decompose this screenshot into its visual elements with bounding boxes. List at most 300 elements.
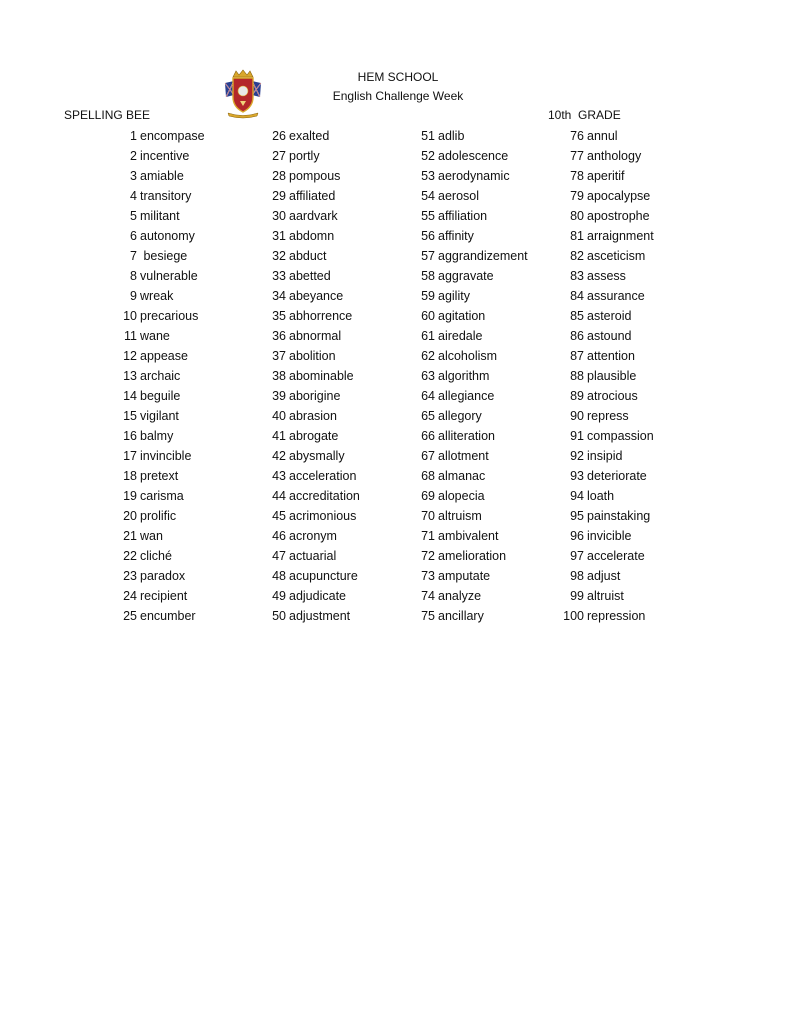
word-number: 18 (123, 469, 137, 483)
word-number: 79 (570, 189, 584, 203)
word-row (552, 126, 692, 146)
word-number: 97 (570, 549, 584, 563)
spelling-word: wane (140, 329, 170, 343)
word-number: 89 (570, 389, 584, 403)
word-row (105, 326, 245, 346)
word-number: 75 (421, 609, 435, 623)
word-row (403, 486, 510, 506)
spelling-word: alopecia (438, 489, 485, 503)
spelling-word: amputate (438, 569, 491, 583)
word-number: 81 (570, 229, 584, 243)
word-number: 61 (421, 329, 435, 343)
word-number: 64 (421, 389, 435, 403)
word-number: 98 (570, 569, 584, 583)
word-row (403, 386, 510, 406)
word-number: 72 (421, 549, 435, 563)
word-row (105, 486, 245, 506)
word-number: 58 (421, 269, 435, 283)
word-number: 55 (421, 209, 435, 223)
spelling-word: asteroid (587, 309, 632, 323)
word-number: 39 (272, 389, 286, 403)
spelling-word: autonomy (140, 229, 195, 243)
spelling-word: affiliated (289, 189, 336, 203)
word-row (403, 466, 510, 486)
word-number: 22 (123, 549, 137, 563)
word-number: 15 (123, 409, 137, 423)
word-row (105, 226, 245, 246)
word-number: 92 (570, 449, 584, 463)
word-number: 77 (570, 149, 584, 163)
word-number: 12 (123, 349, 137, 363)
spelling-word: repression (587, 609, 646, 623)
word-row (552, 546, 692, 566)
spelling-word: aerosol (438, 189, 479, 203)
word-row (552, 186, 692, 206)
word-number: 67 (421, 449, 435, 463)
spelling-word: encumber (140, 609, 196, 623)
word-row (403, 246, 528, 266)
word-row (254, 526, 394, 546)
word-row (254, 146, 394, 166)
word-row (105, 166, 245, 186)
word-row (105, 186, 245, 206)
word-row (403, 226, 510, 246)
word-row (254, 126, 394, 146)
spelling-word: airedale (438, 329, 483, 343)
word-number: 57 (421, 249, 435, 263)
word-number: 100 (563, 609, 584, 623)
word-column-4 (552, 126, 692, 626)
word-number: 69 (421, 489, 435, 503)
word-number: 40 (272, 409, 286, 423)
word-row (254, 386, 394, 406)
word-number: 62 (421, 349, 435, 363)
word-number: 32 (272, 249, 286, 263)
word-row (105, 346, 245, 366)
word-number: 49 (272, 589, 286, 603)
word-number: 42 (272, 449, 286, 463)
word-number: 85 (570, 309, 584, 323)
word-number: 5 (130, 209, 137, 223)
spelling-word: incentive (140, 149, 190, 163)
word-number: 37 (272, 349, 286, 363)
spelling-word: arraignment (587, 229, 654, 243)
grade-label: 10th GRADE (548, 108, 621, 122)
word-number: 56 (421, 229, 435, 243)
word-row (254, 166, 394, 186)
spelling-word: adolescence (438, 149, 509, 163)
word-row (403, 506, 510, 526)
word-row (105, 506, 245, 526)
spelling-word: abeyance (289, 289, 344, 303)
spelling-word: affinity (438, 229, 474, 243)
spelling-word: alcoholism (438, 349, 498, 363)
spelling-word: acupuncture (289, 569, 358, 583)
word-row (105, 246, 245, 266)
spelling-word: aggravate (438, 269, 494, 283)
spelling-word: pretext (140, 469, 179, 483)
spelling-word: precarious (140, 309, 199, 323)
spelling-word: abrogate (289, 429, 339, 443)
spelling-word: acronym (289, 529, 337, 543)
spelling-word: accreditation (289, 489, 360, 503)
word-row (105, 466, 245, 486)
word-number: 47 (272, 549, 286, 563)
word-number: 14 (123, 389, 137, 403)
spelling-word: agitation (438, 309, 486, 323)
word-number: 63 (421, 369, 435, 383)
spelling-word: portly (289, 149, 320, 163)
spelling-bee-label: SPELLING BEE (64, 108, 151, 122)
spelling-word: invincible (140, 449, 192, 463)
spelling-word: aerodynamic (438, 169, 510, 183)
spelling-word: exalted (289, 129, 330, 143)
word-number: 71 (421, 529, 435, 543)
word-row (105, 126, 245, 146)
word-row (254, 326, 394, 346)
spelling-word: abduct (289, 249, 327, 263)
word-row (403, 266, 510, 286)
word-row (105, 386, 245, 406)
word-row (105, 266, 245, 286)
word-row (254, 206, 394, 226)
word-number: 23 (123, 569, 137, 583)
spelling-word: annul (587, 129, 618, 143)
word-row (552, 226, 692, 246)
word-number: 31 (272, 229, 286, 243)
word-row (552, 586, 692, 606)
word-row (552, 426, 692, 446)
word-row (403, 526, 510, 546)
spelling-word: amelioration (438, 549, 507, 563)
spelling-word: aardvark (289, 209, 338, 223)
word-row (254, 546, 394, 566)
word-row (552, 386, 692, 406)
word-row (552, 166, 692, 186)
word-row (403, 206, 510, 226)
word-row (105, 426, 245, 446)
spelling-word: astound (587, 329, 632, 343)
word-number: 59 (421, 289, 435, 303)
spelling-word: plausible (587, 369, 637, 383)
word-number: 54 (421, 189, 435, 203)
spelling-word: beguile (140, 389, 181, 403)
spelling-word: aborigine (289, 389, 341, 403)
word-number: 34 (272, 289, 286, 303)
spelling-word: ambivalent (438, 529, 499, 543)
word-number: 43 (272, 469, 286, 483)
word-number: 80 (570, 209, 584, 223)
word-row (105, 566, 245, 586)
word-row (254, 286, 394, 306)
word-number: 1 (130, 129, 137, 143)
word-row (105, 146, 245, 166)
spelling-word: aperitif (587, 169, 625, 183)
spelling-word: amiable (140, 169, 184, 183)
word-number: 87 (570, 349, 584, 363)
word-row (552, 206, 692, 226)
word-number: 91 (570, 429, 584, 443)
word-row (552, 246, 692, 266)
word-number: 44 (272, 489, 286, 503)
word-row (254, 306, 394, 326)
spelling-word: compassion (587, 429, 654, 443)
spelling-word: abhorrence (289, 309, 353, 323)
word-number: 2 (130, 149, 137, 163)
word-number: 35 (272, 309, 286, 323)
word-row (254, 466, 394, 486)
word-row (403, 606, 510, 626)
word-number: 21 (123, 529, 137, 543)
word-row (552, 146, 692, 166)
spelling-word: allotment (438, 449, 489, 463)
word-row (403, 286, 510, 306)
word-row (254, 506, 394, 526)
spelling-word: abnormal (289, 329, 342, 343)
word-row (552, 346, 692, 366)
word-number: 38 (272, 369, 286, 383)
word-number: 73 (421, 569, 435, 583)
spelling-word: vulnerable (140, 269, 198, 283)
spelling-word: alliteration (438, 429, 495, 443)
word-row (105, 286, 245, 306)
word-number: 45 (272, 509, 286, 523)
word-row (552, 306, 692, 326)
word-number: 3 (130, 169, 137, 183)
word-row (552, 526, 692, 546)
spelling-word: vigilant (140, 409, 179, 423)
spelling-word: cliché (140, 549, 172, 563)
word-row (403, 566, 510, 586)
word-number: 60 (421, 309, 435, 323)
spelling-word: accelerate (587, 549, 645, 563)
word-row (403, 446, 510, 466)
word-number: 51 (421, 129, 435, 143)
spelling-word: adjudicate (289, 589, 346, 603)
spelling-word: encompase (140, 129, 205, 143)
word-row (105, 546, 245, 566)
word-row (403, 186, 510, 206)
word-number: 19 (123, 489, 137, 503)
spelling-word: adjust (587, 569, 621, 583)
spelling-word: prolific (140, 509, 177, 523)
word-number: 13 (123, 369, 137, 383)
word-row (105, 406, 245, 426)
word-number: 9 (130, 289, 137, 303)
word-number: 8 (130, 269, 137, 283)
spelling-word: atrocious (587, 389, 638, 403)
word-row (403, 346, 510, 366)
spelling-word: asceticism (587, 249, 646, 263)
word-row (552, 446, 692, 466)
word-row (552, 466, 692, 486)
spelling-word: archaic (140, 369, 181, 383)
word-row (403, 166, 510, 186)
spelling-word: invicible (587, 529, 632, 543)
word-row (403, 326, 510, 346)
word-row (552, 266, 692, 286)
word-number: 83 (570, 269, 584, 283)
spelling-word: paradox (140, 569, 186, 583)
word-row (403, 366, 510, 386)
word-row (403, 126, 510, 146)
spelling-word: altruist (587, 589, 624, 603)
word-number: 90 (570, 409, 584, 423)
word-row (403, 586, 510, 606)
word-number: 4 (130, 189, 137, 203)
spelling-word: wreak (140, 289, 174, 303)
word-row (552, 286, 692, 306)
spelling-word: analyze (438, 589, 482, 603)
spelling-word: acrimonious (289, 509, 357, 523)
spelling-word: deteriorate (587, 469, 647, 483)
word-number: 29 (272, 189, 286, 203)
spelling-word: abdomn (289, 229, 335, 243)
word-number: 16 (123, 429, 137, 443)
spelling-word: wan (140, 529, 163, 543)
spelling-word: abolition (289, 349, 336, 363)
spelling-word: agility (438, 289, 470, 303)
spelling-word: actuarial (289, 549, 337, 563)
spelling-word: adjustment (289, 609, 351, 623)
spelling-word: affiliation (438, 209, 488, 223)
word-number: 36 (272, 329, 286, 343)
word-number: 82 (570, 249, 584, 263)
word-number: 6 (130, 229, 137, 243)
word-number: 65 (421, 409, 435, 423)
spelling-word: assess (587, 269, 626, 283)
word-number: 93 (570, 469, 584, 483)
word-number: 95 (570, 509, 584, 523)
word-number: 10 (123, 309, 137, 323)
word-number: 20 (123, 509, 137, 523)
word-column-3 (403, 126, 543, 626)
word-row (254, 226, 394, 246)
spelling-word: algorithm (438, 369, 490, 383)
word-number: 33 (272, 269, 286, 283)
word-number: 78 (570, 169, 584, 183)
word-row (552, 406, 692, 426)
spelling-word: assurance (587, 289, 645, 303)
word-number: 7 (130, 249, 137, 263)
word-number: 50 (272, 609, 286, 623)
spelling-word: balmy (140, 429, 174, 443)
word-number: 74 (421, 589, 435, 603)
word-number: 41 (272, 429, 286, 443)
word-row (105, 306, 245, 326)
word-row (254, 446, 394, 466)
word-number: 84 (570, 289, 584, 303)
word-column-1 (105, 126, 245, 626)
word-row (552, 486, 692, 506)
spelling-word: abysmally (289, 449, 345, 463)
word-row (254, 186, 394, 206)
word-row (105, 206, 245, 226)
event-title: English Challenge Week (332, 89, 464, 103)
word-row (105, 526, 245, 546)
spelling-word: adlib (438, 129, 465, 143)
word-number: 99 (570, 589, 584, 603)
word-row (105, 366, 245, 386)
spelling-word: aggrandizement (438, 249, 528, 263)
spelling-word: besiege (140, 249, 188, 263)
spelling-word: insipid (587, 449, 623, 463)
spelling-word: abrasion (289, 409, 337, 423)
spelling-word: militant (140, 209, 180, 223)
spelling-word: almanac (438, 469, 486, 483)
word-row (552, 326, 692, 346)
word-number: 68 (421, 469, 435, 483)
word-row (254, 486, 394, 506)
spelling-word: loath (587, 489, 615, 503)
word-row (552, 566, 692, 586)
word-row (105, 586, 245, 606)
spelling-word: recipient (140, 589, 188, 603)
word-row (552, 366, 692, 386)
word-number: 27 (272, 149, 286, 163)
word-row (552, 506, 692, 526)
spelling-word: abetted (289, 269, 331, 283)
word-number: 17 (123, 449, 137, 463)
word-number: 24 (123, 589, 137, 603)
word-number: 30 (272, 209, 286, 223)
word-row (254, 406, 394, 426)
word-row (403, 426, 510, 446)
spelling-word: abominable (289, 369, 354, 383)
word-row (403, 306, 510, 326)
word-row (254, 366, 394, 386)
word-row (403, 406, 510, 426)
word-row (254, 606, 394, 626)
word-row (403, 146, 510, 166)
word-number: 26 (272, 129, 286, 143)
word-row (105, 446, 245, 466)
spelling-word: allegory (438, 409, 482, 423)
spelling-word: pompous (289, 169, 341, 183)
word-number: 66 (421, 429, 435, 443)
spelling-word: apocalypse (587, 189, 651, 203)
spelling-word: apostrophe (587, 209, 650, 223)
word-number: 94 (570, 489, 584, 503)
spelling-word: allegiance (438, 389, 495, 403)
word-number: 48 (272, 569, 286, 583)
word-number: 53 (421, 169, 435, 183)
word-number: 46 (272, 529, 286, 543)
word-row (254, 346, 394, 366)
word-row (254, 426, 394, 446)
spelling-word: ancillary (438, 609, 484, 623)
spelling-word: attention (587, 349, 635, 363)
school-name: HEM SCHOOL (357, 70, 439, 84)
spelling-word: anthology (587, 149, 642, 163)
word-row (254, 586, 394, 606)
spelling-word: carisma (140, 489, 184, 503)
word-number: 52 (421, 149, 435, 163)
word-row (254, 246, 394, 266)
spelling-word: transitory (140, 189, 192, 203)
word-row (254, 566, 394, 586)
word-row (552, 606, 692, 626)
word-row (254, 266, 394, 286)
word-row (105, 606, 245, 626)
word-number: 88 (570, 369, 584, 383)
word-number: 86 (570, 329, 584, 343)
word-number: 28 (272, 169, 286, 183)
word-column-2 (254, 126, 394, 626)
spelling-word: repress (587, 409, 629, 423)
word-row (403, 546, 510, 566)
spelling-word: altruism (438, 509, 482, 523)
